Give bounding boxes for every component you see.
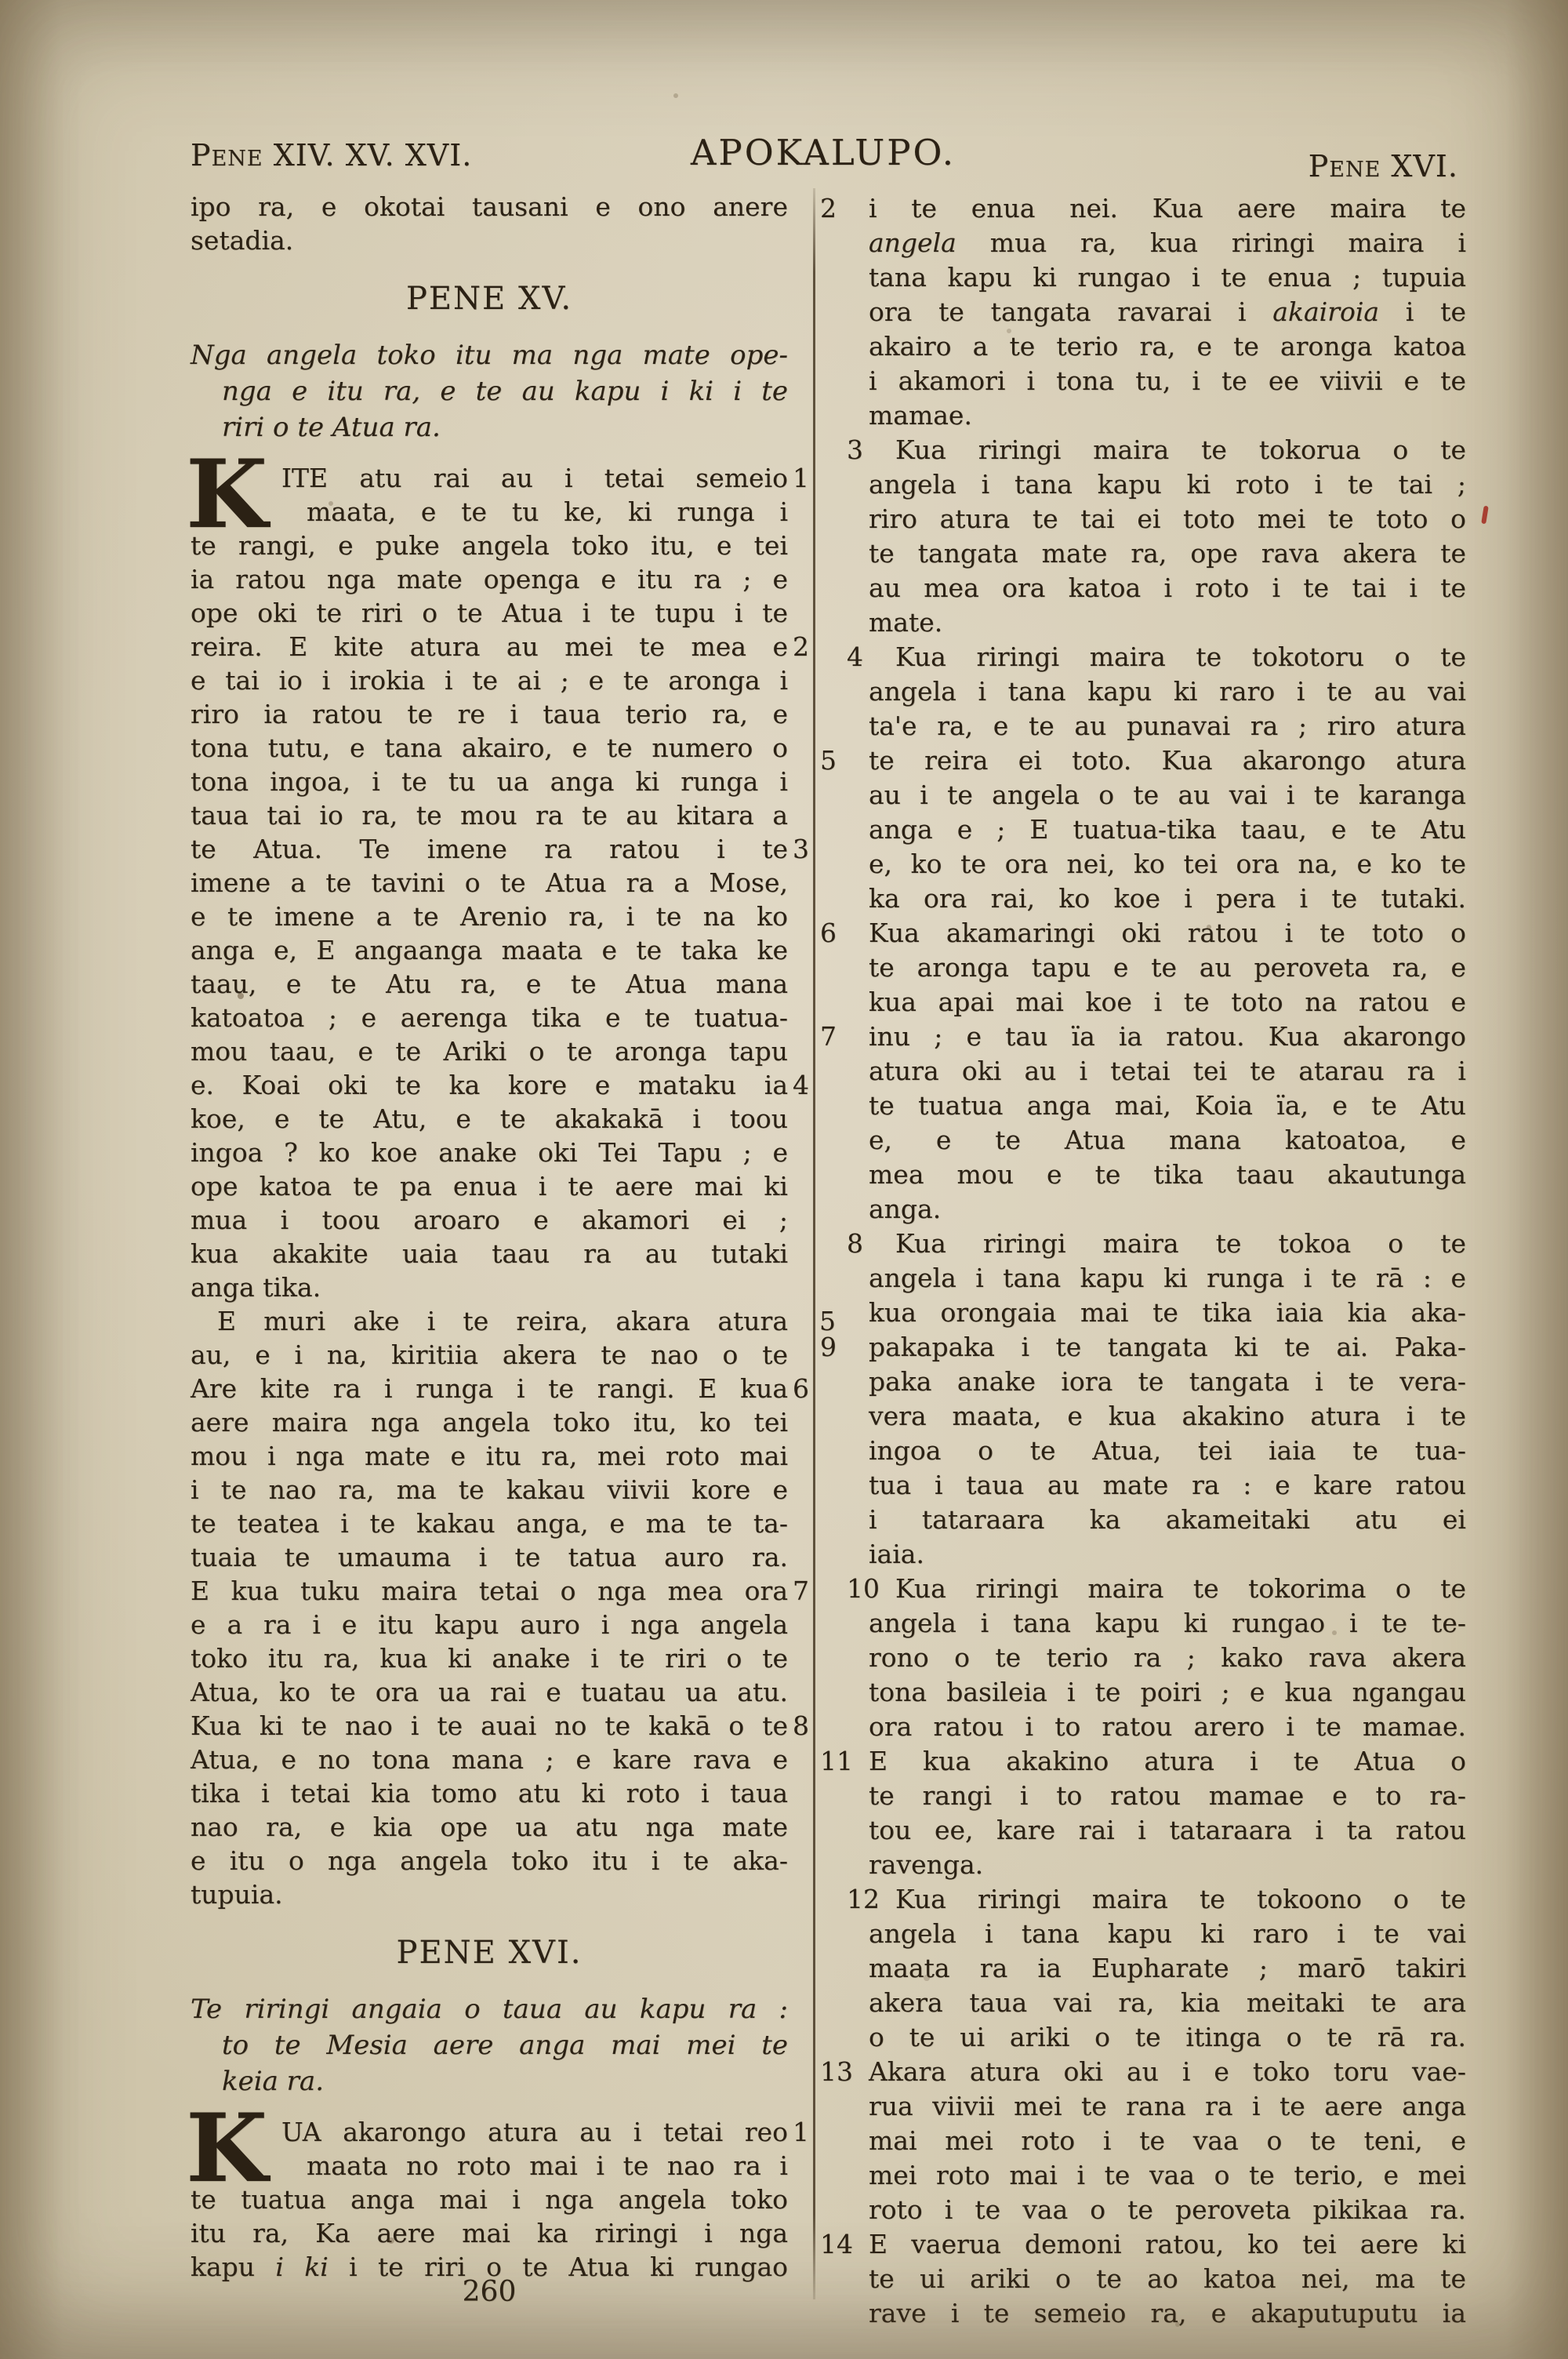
right-column-text-line <box>820 1744 1466 1779</box>
right-column-text-line <box>869 1399 1466 1434</box>
verse-number: 3 <box>847 434 863 465</box>
right-column-text-line <box>869 2193 1466 2227</box>
left-column-text-line <box>191 1608 788 1641</box>
left-column-text-line <box>191 529 788 562</box>
right-column-text-line <box>869 985 1466 1020</box>
right-column-text-line <box>869 1779 1466 1813</box>
text-run: maata ra ia Eupharate ; marō takiri <box>869 1953 1466 1983</box>
left-column-text-line <box>191 832 809 866</box>
left-column-text-line <box>191 373 788 409</box>
right-column-text-line <box>869 295 1466 329</box>
left-column-text-line <box>191 1034 788 1068</box>
text-run: kua orongaia mai te tika iaia kia aka- <box>869 1297 1466 1328</box>
text-run: i akamori i tona tu, i te ee viivii e te <box>869 365 1466 396</box>
verse-number: 2 <box>820 193 837 224</box>
text-run: ravenga. <box>869 1849 984 1880</box>
left-column-text-line <box>191 1102 788 1136</box>
text-run: ingoa ? ko koe anake oki Tei Tapu ; e <box>191 1137 788 1168</box>
text-run: toko itu ra, kua ki anake i te riri o te <box>191 1643 788 1674</box>
text-run: mua i toou aroaro e akamori ei ; <box>191 1205 788 1235</box>
text-run: UA akarongo atura au i tetai reo <box>281 2117 788 2147</box>
left-column-text-line <box>191 2027 788 2063</box>
text-run: e. Koai oki te ka kore e mataku ia <box>191 1070 788 1100</box>
text-run: angela i tana kapu ki roto i te tai ; <box>869 469 1466 500</box>
text-run: Nga angela toko itu ma nga mate ope- <box>191 340 788 371</box>
left-column-text-line <box>191 1439 788 1473</box>
verse-number: 6 <box>820 918 837 948</box>
text-run: ka ora rai, ko koe i pera i te tutaki. <box>869 883 1466 914</box>
left-column-text-line <box>191 866 788 900</box>
right-column-text-line <box>869 847 1466 881</box>
right-column-text-line <box>847 1227 1466 1261</box>
left-column-text-line <box>191 1304 836 1338</box>
text-run: E muri ake i te reira, akara atura <box>217 1306 788 1336</box>
text-run: ipo ra, e okotai tausani e ono anere <box>191 191 788 222</box>
text-run: Kua riringi maira te tokoono o te <box>895 1884 1466 1914</box>
text-run: E kua akakino atura i te Atua o <box>869 1746 1466 1776</box>
text-run: nao ra, e kia ope ua atu nga mate <box>191 1812 788 1842</box>
left-column-text-line <box>191 1068 809 1102</box>
right-column-text-line <box>869 1123 1466 1158</box>
text-run: rua viivii mei te rana ra i te aere anga <box>869 2091 1466 2121</box>
text-run: te tuatua anga mai i nga angela toko <box>191 2184 788 2215</box>
left-column-text-line <box>191 1237 788 1270</box>
right-column-text-line <box>847 433 1466 467</box>
text-run: riro ia ratou te re i taua terio ra, e <box>191 699 788 729</box>
text-run: tuaia te umauma i te tatua auro ra. <box>191 1542 788 1572</box>
paragraph <box>191 190 788 257</box>
text-run: e te imene a te Arenio ra, i te na ko <box>191 901 788 932</box>
right-column-text-line <box>869 1675 1466 1710</box>
text-run: anga tika. <box>191 1272 321 1303</box>
right-column-text-line <box>869 571 1466 605</box>
right-column-text-line <box>869 2158 1466 2193</box>
text-run: imene a te tavini o te Atua ra a Mose, <box>191 867 788 898</box>
text-run: rono o te terio ra ; kako rava akera <box>869 1642 1466 1673</box>
right-column-text-line <box>869 398 1466 433</box>
right-column-text-line <box>869 1813 1466 1848</box>
left-column-text-line <box>191 1844 788 1877</box>
verse-number: 6 <box>793 1373 809 1404</box>
page-number: 260 <box>462 2276 517 2308</box>
text-run: iaia. <box>869 1539 924 1569</box>
text-run: te tangata mate ra, ope rava akera te <box>869 538 1466 569</box>
left-column-text-line <box>191 967 788 1001</box>
column-divider-rule <box>813 188 815 2299</box>
text-run: E vaerua demoni ratou, ko tei aere ki <box>869 2229 1466 2259</box>
right-column-text-line <box>820 1330 1466 1365</box>
text-run: i te nao ra, ma te kakau viivii kore e <box>191 1474 788 1505</box>
text-run: te tuatua anga mai, Koia ïa, e te Atu <box>869 1090 1466 1121</box>
right-column-text-line <box>820 1020 1466 1054</box>
left-column-text-line <box>191 697 788 731</box>
text-run: angela i tana kapu ki rungao i te te- <box>869 1608 1466 1638</box>
text-run: angela i tana kapu ki runga i te rā : e <box>869 1263 1466 1293</box>
right-column-text-line <box>869 674 1466 709</box>
left-column-text-line <box>191 224 788 257</box>
right-column-text-line <box>869 1848 1466 1882</box>
right-column-text-line <box>869 812 1466 847</box>
right-column-text-line <box>869 2124 1466 2158</box>
text-run: au mea ora katoa i roto i te tai i te <box>869 572 1466 603</box>
text-run: Kua riringi maira te tokorima o te <box>895 1573 1466 1604</box>
left-column-text-line <box>191 1136 788 1169</box>
left-column-text-line <box>191 630 809 663</box>
right-column-text-line <box>869 2089 1466 2124</box>
right-column-text-line <box>869 260 1466 295</box>
verse-number: 2 <box>793 631 809 662</box>
right-column-text-line <box>869 1468 1466 1503</box>
right-column-text-line <box>869 1434 1466 1468</box>
verse-number: 13 <box>820 2056 853 2087</box>
italic-text-run: akairoia <box>1272 296 1380 327</box>
left-column-text-line <box>191 1338 788 1372</box>
right-column-text-line <box>869 1606 1466 1641</box>
right-column-text-line <box>847 1572 1466 1606</box>
left-column-text-line <box>191 2216 788 2250</box>
text-run: vera maata, e kua akakino atura i te <box>869 1401 1466 1431</box>
text-run: Atua, e no tona mana ; e kare rava e <box>191 1744 788 1775</box>
text-run: ora te tangata ravarai i <box>869 296 1273 327</box>
left-column-text-line <box>191 1507 788 1540</box>
verse-number: 12 <box>847 1884 880 1914</box>
left-column-text-line <box>191 1001 788 1034</box>
left-column-text-line <box>191 1372 809 1405</box>
text-run: ope oki te riri o te Atua i te tupu i te <box>191 598 788 628</box>
right-column-text-line <box>869 502 1466 536</box>
text-run: au, e i na, kiritiia akera te nao o te <box>191 1339 788 1370</box>
text-run: Kua ki te nao i te auai no te kakā o te <box>191 1710 788 1741</box>
left-column-text-line <box>191 663 788 697</box>
right-column <box>820 191 1466 2331</box>
text-run: tona tutu, e tana akairo, e te numero o <box>191 732 788 763</box>
text-run: roto i te vaa o te peroveta pikikaa ra. <box>869 2194 1466 2225</box>
right-column-text-line <box>869 1537 1466 1572</box>
right-column-text-line <box>869 1986 1466 2020</box>
text-run: setadia. <box>191 225 294 256</box>
text-run: Kua riringi maira te tokoa o te <box>895 1228 1466 1259</box>
paragraph <box>191 1304 836 1911</box>
text-run: tika i tetai kia tomo atu ki roto i taua <box>191 1778 788 1808</box>
right-column-text-line <box>869 778 1466 812</box>
text-run: inu ; e tau ïa ia ratou. Kua akarongo <box>869 1021 1466 1052</box>
left-column-text-line <box>191 798 788 832</box>
right-column-text-line <box>820 2055 1466 2089</box>
drop-cap: K <box>186 2093 268 2204</box>
left-column-text-line <box>191 1991 788 2027</box>
text-run: o te ui ariki o te itinga o te rā ra. <box>869 2022 1466 2052</box>
text-run: akairo a te terio ra, e te aronga katoa <box>869 331 1466 362</box>
text-run: riro atura te tai ei toto mei te toto o <box>869 503 1466 534</box>
left-column-text-line <box>191 1574 809 1608</box>
text-run: e tai io i irokia i te ai ; e te aronga i <box>191 665 788 696</box>
left-column-text-line <box>191 2183 788 2216</box>
text-run: e, ko te ora nei, ko tei ora na, e ko te <box>869 849 1466 879</box>
text-run: maata no roto mai i te nao ra i <box>307 2150 788 2181</box>
left-column-text-line <box>191 1641 788 1675</box>
left-column-text-line <box>191 1877 788 1911</box>
right-column-text-line <box>847 640 1466 674</box>
text-run: katoatoa ; e aerenga tika e te tuatua- <box>191 1002 788 1033</box>
text-run: mou i nga mate e itu ra, mei roto mai <box>191 1441 788 1471</box>
chapter-heading: PENE XV. <box>405 281 573 317</box>
right-column-text-line <box>820 916 1466 951</box>
text-run: i te riri o te Atua ki rungao <box>328 2252 788 2282</box>
text-run: to te Mesia aere anga mai mei te <box>222 2030 788 2061</box>
text-run: reira. E kite atura au mei te mea e <box>191 631 788 662</box>
text-run: ora ratou i to ratou arero i te mamae. <box>869 1711 1466 1742</box>
text-run: tana kapu ki rungao i te enua ; tupuia <box>869 262 1466 293</box>
left-column-text-line <box>191 765 788 798</box>
right-column-text-line <box>869 536 1466 571</box>
text-run: mei roto mai i te vaa o te terio, e mei <box>869 2160 1466 2190</box>
text-run: te rangi i to ratou mamae e to ra- <box>869 1780 1466 1811</box>
right-column-text-line <box>869 1261 1466 1296</box>
left-column-text-line <box>191 1169 788 1203</box>
verse-number: 7 <box>820 1021 837 1052</box>
text-run: riri o te Atua ra. <box>222 412 441 443</box>
text-run: mou taau, e te Ariki o te aronga tapu <box>191 1036 788 1067</box>
right-column-text-line <box>869 1710 1466 1744</box>
text-run: ia ratou nga mate openga e itu ra ; e <box>191 564 788 594</box>
left-column-text-line <box>191 1810 788 1844</box>
text-run: Akara atura oki au i e toko toru vae- <box>869 2056 1466 2087</box>
text-run: te teatea i te kakau anga, e ma te ta- <box>191 1508 788 1539</box>
verse-number: 3 <box>793 834 809 864</box>
right-column-text-line <box>869 1641 1466 1675</box>
verse-number: 7 <box>793 1576 809 1606</box>
text-run: tona ingoa, i te tu ua anga ki runga i <box>191 766 788 797</box>
text-run: maata, e te tu ke, ki runga i <box>307 496 788 527</box>
text-run: ITE atu rai au i tetai semeio <box>281 463 788 493</box>
text-run: E kua tuku maira tetai o nga mea ora <box>191 1576 788 1606</box>
verse-number: 1 <box>793 2117 809 2147</box>
text-run: Atua, ko te ora ua rai e tuatau ua atu. <box>191 1677 788 1707</box>
text-run: kua apai mai koe i te toto na ratou e <box>869 987 1466 1017</box>
text-run: i te <box>1379 296 1466 327</box>
left-column-text-line <box>191 461 809 495</box>
text-run: atura oki au i tetai tei te atarau ra i <box>869 1056 1466 1086</box>
text-run: te rangi, e puke angela toko itu, e tei <box>191 530 788 561</box>
verse-number: 5 <box>820 745 837 776</box>
text-run: tona basileia i te poiri ; e kua ngangau <box>869 1677 1466 1707</box>
right-column-text-line <box>869 364 1466 398</box>
right-column-text-line <box>869 1054 1466 1089</box>
italic-text-run: angela <box>869 227 956 258</box>
italic-text-run: i ki <box>275 2252 328 2282</box>
text-run: taua tai io ra, te mou ra te au kitara a <box>191 800 788 831</box>
verse-number: 9 <box>820 1332 837 1362</box>
verse-number: 4 <box>847 642 863 672</box>
left-column-text-line <box>191 190 788 224</box>
left-column-text-line <box>191 1776 788 1810</box>
text-run: Kua riringi maira te tokorua o te <box>895 434 1466 465</box>
text-run: kapu <box>191 2252 276 2282</box>
right-column-text-line <box>820 743 1466 778</box>
right-column-text-line <box>869 1296 1466 1330</box>
left-column-text-line <box>191 1709 809 1743</box>
text-run: Are kite ra i runga i te rangi. E kua <box>191 1373 788 1404</box>
right-column-text-line <box>869 1917 1466 1951</box>
left-column-text-line <box>191 1540 788 1574</box>
paragraph <box>186 439 809 1304</box>
red-ink-mark <box>1481 506 1489 525</box>
text-run: i te enua nei. Kua aere maira te <box>869 193 1466 224</box>
running-head-right: Pene XVI. <box>1308 149 1458 184</box>
chapter-heading: PENE XVI. <box>396 1935 583 1971</box>
text-run: mate. <box>869 607 943 638</box>
left-column-text-line <box>191 1270 788 1304</box>
right-column-text-line <box>869 2020 1466 2055</box>
text-run: akera taua vai ra, kia meitaki te ara <box>869 1987 1466 2018</box>
verse-number: 5 <box>819 1306 836 1336</box>
left-column-text-line <box>191 1675 788 1709</box>
verse-number: 1 <box>793 463 809 493</box>
right-column-text-line <box>869 2296 1466 2331</box>
right-column-text-line <box>869 1192 1466 1227</box>
left-column-text-line <box>191 1405 788 1439</box>
text-run: koe, e te Atu, e te akakakā i toou <box>191 1103 788 1134</box>
right-column-text-line <box>820 2227 1466 2262</box>
text-run: mua ra, kua riringi maira i <box>956 227 1466 258</box>
text-run: te aronga tapu e te au peroveta ra, e <box>869 952 1466 983</box>
text-run: mai mei roto i te vaa o te teni, e <box>869 2125 1466 2156</box>
left-column-text-line <box>191 731 788 765</box>
right-column-text-line <box>869 467 1466 502</box>
text-run: ope katoa te pa enua i te aere mai ki <box>191 1171 788 1201</box>
verse-number: 8 <box>793 1710 809 1741</box>
left-column-text-line <box>191 933 788 967</box>
left-column <box>186 190 836 2284</box>
right-column-text-line <box>820 191 1466 226</box>
paper-specks <box>0 0 3 3</box>
text-run: paka anake iora te tangata i te vera- <box>869 1366 1466 1397</box>
book-title-running-head: APOKALUPO. <box>690 132 956 173</box>
text-run: nga e itu ra, e te au kapu i ki i te <box>222 376 788 407</box>
text-run: aere maira nga angela toko itu, ko tei <box>191 1407 788 1438</box>
verse-number: 4 <box>793 1070 809 1100</box>
right-column-text-line <box>869 1503 1466 1537</box>
text-run: ta'e ra, e te au punavai ra ; riro atura <box>869 711 1466 741</box>
text-run: taau, e te Atu ra, e te Atua mana <box>191 969 788 999</box>
right-column-text-line <box>869 2262 1466 2296</box>
text-run: anga. <box>869 1194 942 1224</box>
text-run: te reira ei toto. Kua akarongo atura <box>869 745 1466 776</box>
text-run: te ui ariki o te ao katoa nei, ma te <box>869 2263 1466 2294</box>
text-run: Te riringi angaia o taua au kapu ra : <box>191 1994 788 2025</box>
text-run: rave i te semeio ra, e akaputuputu ia <box>869 2298 1466 2328</box>
right-column-text-line <box>847 1882 1466 1917</box>
text-run: anga e ; E tuatua-tika taau, e te Atu <box>869 814 1466 845</box>
chapter-summary <box>191 337 788 445</box>
right-column-text-line <box>869 1365 1466 1399</box>
left-column-text-line <box>191 562 788 596</box>
left-column-text-line <box>191 1743 788 1776</box>
paragraph <box>186 2093 809 2284</box>
left-column-text-line <box>191 1203 788 1237</box>
verse-number: 8 <box>847 1228 863 1259</box>
left-column-text-line <box>191 900 788 933</box>
text-run: kua akakite uaia taau ra au tutaki <box>191 1238 788 1269</box>
text-run: e, e te Atua mana katoatoa, e <box>869 1125 1466 1155</box>
drop-cap: K <box>186 439 268 550</box>
right-column-text-line <box>869 1089 1466 1123</box>
text-run: e a ra i e itu kapu auro i nga angela <box>191 1609 788 1640</box>
right-column-text-line <box>869 1158 1466 1192</box>
text-run: mamae. <box>869 400 972 431</box>
chapter-summary <box>191 1991 788 2099</box>
verse-number: 10 <box>847 1573 880 1604</box>
verse-number: 11 <box>820 1746 853 1776</box>
left-column-text-line <box>191 2063 788 2099</box>
text-run: angela i tana kapu ki raro i te vai <box>869 1918 1466 1949</box>
text-run: ingoa o te Atua, tei iaia te tua- <box>869 1435 1466 1466</box>
right-column-text-line <box>869 226 1466 260</box>
text-run: anga e, E angaanga maata e te taka ke <box>191 935 788 965</box>
text-run: e itu o nga angela toko itu i te aka- <box>191 1845 788 1876</box>
left-column-text-line <box>191 2149 788 2183</box>
left-column-text-line <box>191 596 788 630</box>
text-run: mea mou e te tika taau akautunga <box>869 1159 1466 1190</box>
running-head-left: Pene XIV. XV. XVI. <box>191 138 473 173</box>
left-column-text-line <box>191 1473 788 1507</box>
right-column-text-line <box>869 709 1466 743</box>
text-run: au i te angela o te au vai i te karanga <box>869 780 1466 810</box>
right-column-text-line <box>869 881 1466 916</box>
left-column-text-line <box>191 337 788 373</box>
left-column-text-line <box>191 409 788 445</box>
right-column-text-line <box>869 329 1466 364</box>
text-run: tupuia. <box>191 1879 283 1910</box>
text-run: te Atua. Te imene ra ratou i te <box>191 834 788 864</box>
text-run: Kua akamaringi oki ratou i te toto o <box>869 918 1466 948</box>
left-column-text-line <box>191 2115 809 2149</box>
verse-number: 14 <box>820 2229 853 2259</box>
text-run: angela i tana kapu ki raro i te au vai <box>869 676 1466 707</box>
right-column-text-line <box>869 951 1466 985</box>
text-run: tou ee, kare rai i tataraara i ta ratou <box>869 1815 1466 1845</box>
left-column-text-line <box>191 495 788 529</box>
right-column-text-line <box>869 1951 1466 1986</box>
text-run: Kua riringi maira te tokotoru o te <box>895 642 1466 672</box>
text-run: itu ra, Ka aere mai ka riringi i nga <box>191 2218 788 2248</box>
right-column-text-line <box>869 605 1466 640</box>
text-run: tua i taua au mate ra : e kare ratou <box>869 1470 1466 1500</box>
text-run: keia ra. <box>222 2066 325 2097</box>
text-run: pakapaka i te tangata ki te ai. Paka- <box>869 1332 1466 1362</box>
text-run: i tataraara ka akameitaki atu ei <box>869 1504 1466 1535</box>
